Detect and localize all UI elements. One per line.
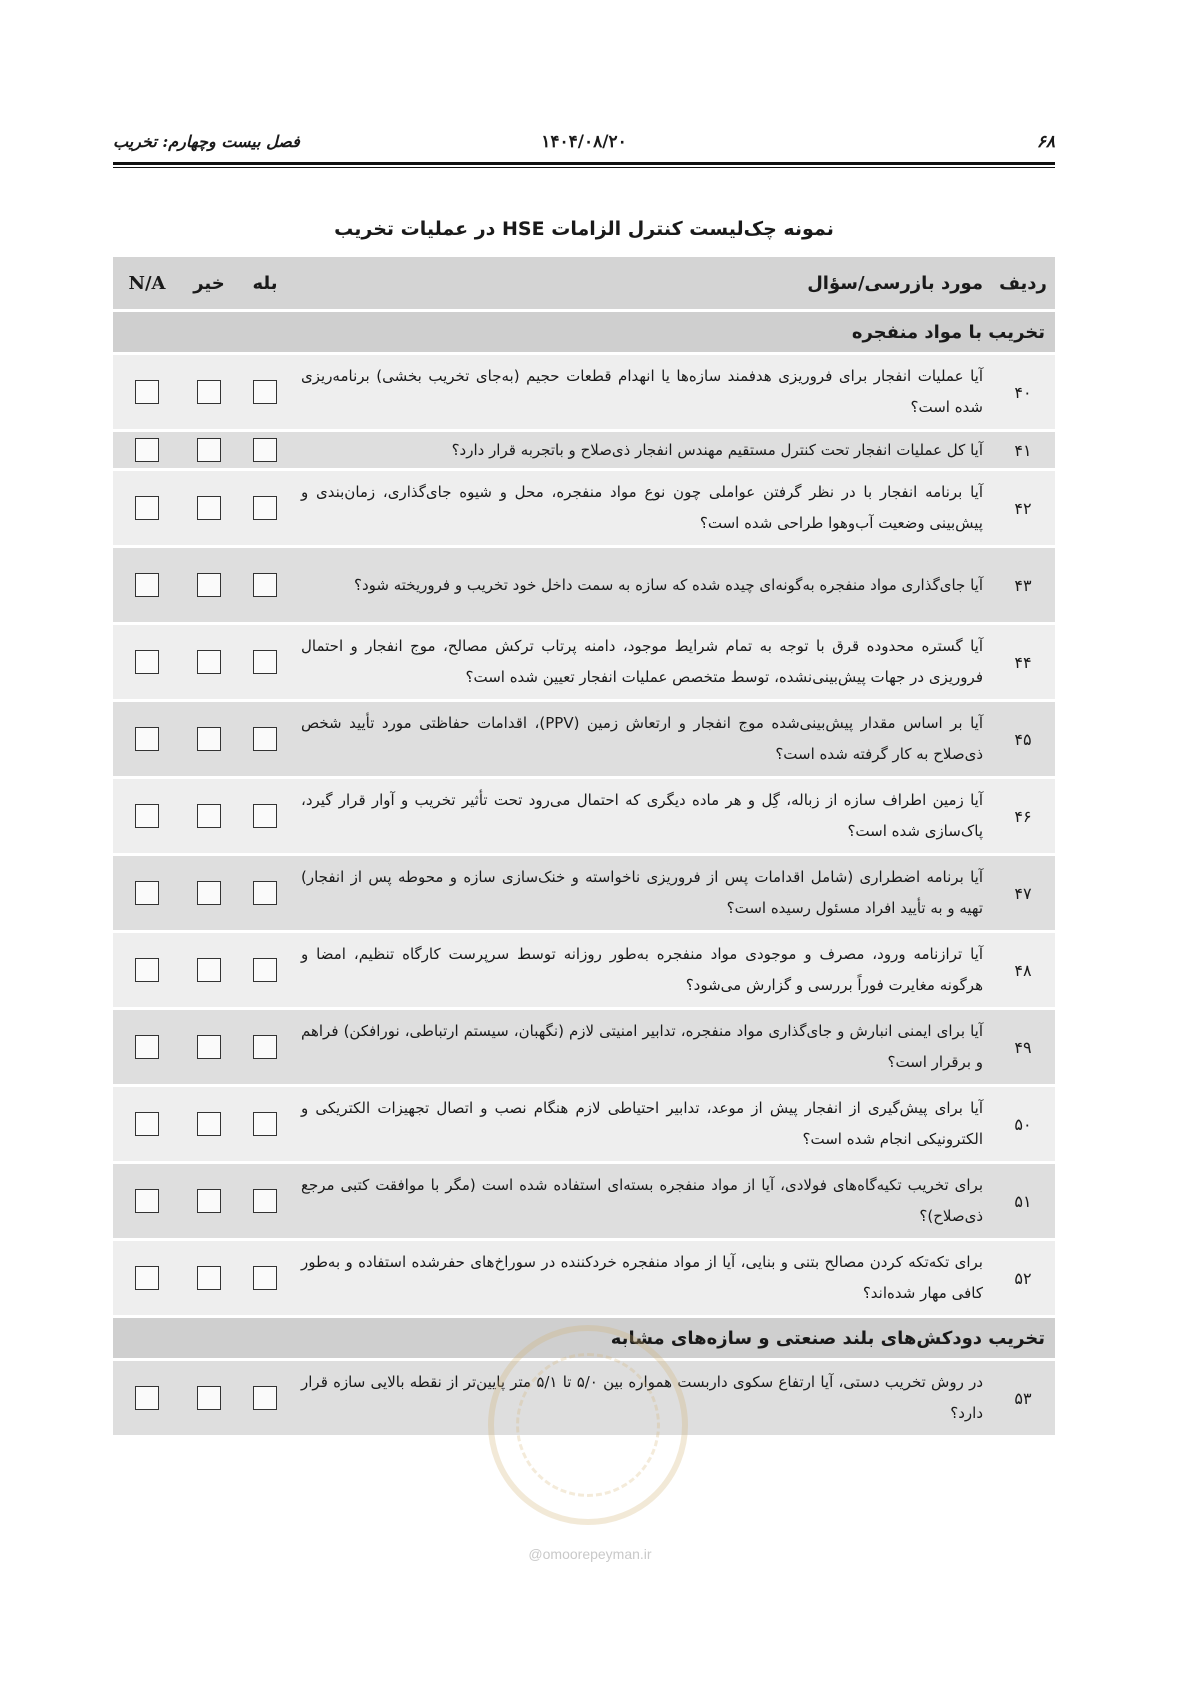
na-cell	[113, 354, 181, 431]
na-checkbox[interactable]	[135, 380, 159, 404]
no-checkbox[interactable]	[197, 380, 221, 404]
no-cell	[181, 470, 237, 547]
yes-cell	[237, 1086, 293, 1163]
col-na-header: N/A	[113, 257, 181, 311]
no-cell	[181, 701, 237, 778]
checklist-row	[113, 1240, 1055, 1317]
yes-cell	[237, 701, 293, 778]
yes-checkbox[interactable]	[253, 1386, 277, 1410]
no-cell	[181, 778, 237, 855]
na-checkbox[interactable]	[135, 804, 159, 828]
row-question: آیا عملیات انفجار برای فروریزی هدفمند سازه‌ها یا انهدام قطعات حجیم (به‌جای تخریب بخشی) برنامه‌ریزی شده است؟	[293, 354, 991, 431]
row-question: آیا ترازنامه ورود، مصرف و موجودی مواد منفجره به‌طور روزانه توسط سرپرست کارگاه تنظیم، امضا و هرگونه مغایرت فوراً بررسی و گزارش می‌شود؟	[293, 932, 991, 1009]
na-checkbox[interactable]	[135, 881, 159, 905]
row-number: ۴۲	[991, 470, 1055, 547]
header-rule-thick	[113, 162, 1055, 165]
yes-checkbox[interactable]	[253, 804, 277, 828]
no-cell	[181, 1163, 237, 1240]
row-number: ۵۳	[991, 1360, 1055, 1437]
yes-cell	[237, 778, 293, 855]
section-row	[113, 311, 1055, 354]
yes-cell	[237, 431, 293, 470]
na-cell	[113, 1240, 181, 1317]
no-cell	[181, 932, 237, 1009]
na-cell	[113, 431, 181, 470]
section-title: تخریب دودکش‌های بلند صنعتی و سازه‌های مشابه	[113, 1317, 1055, 1360]
row-question: آیا برای ایمنی انبارش و جای‌گذاری مواد منفجره، تدابیر امنیتی لازم (نگهبان، سیستم ارتباطی، نورافکن) فراهم و برقرار است؟	[293, 1009, 991, 1086]
no-checkbox[interactable]	[197, 438, 221, 462]
no-cell	[181, 354, 237, 431]
yes-cell	[237, 624, 293, 701]
no-checkbox[interactable]	[197, 958, 221, 982]
na-cell	[113, 1086, 181, 1163]
na-checkbox[interactable]	[135, 650, 159, 674]
na-cell	[113, 1009, 181, 1086]
na-checkbox[interactable]	[135, 958, 159, 982]
no-checkbox[interactable]	[197, 804, 221, 828]
col-no-header: خیر	[181, 257, 237, 311]
yes-checkbox[interactable]	[253, 380, 277, 404]
row-number: ۴۱	[991, 431, 1055, 470]
yes-checkbox[interactable]	[253, 881, 277, 905]
no-cell	[181, 1086, 237, 1163]
yes-cell	[237, 1009, 293, 1086]
checklist-row	[113, 1163, 1055, 1240]
header-date: ۱۴۰۴/۰۸/۲۰	[541, 132, 627, 152]
row-question: آیا زمین اطراف سازه از زباله، گِل و هر ماده دیگری که احتمال می‌رود تحت تأثیر تخریب و آوار قرار گیرد، پاک‌سازی شده است؟	[293, 778, 991, 855]
checklist-row	[113, 701, 1055, 778]
no-checkbox[interactable]	[197, 1035, 221, 1059]
row-number: ۵۰	[991, 1086, 1055, 1163]
row-question: آیا بر اساس مقدار پیش‌بینی‌شده موج انفجار و ارتعاش زمین (PPV)، اقدامات حفاظتی مورد تأیید شخص ذی‌صلاح به کار گرفته شده است؟	[293, 701, 991, 778]
na-checkbox[interactable]	[135, 438, 159, 462]
na-checkbox[interactable]	[135, 496, 159, 520]
checklist-row	[113, 1086, 1055, 1163]
section-title: تخریب با مواد منفجره	[113, 311, 1055, 354]
row-question: در روش تخریب دستی، آیا ارتفاع سکوی داربست همواره بین ۵/۰ تا ۵/۱ متر پایین‌تر از نقطه بالایی سازه قرار دارد؟	[293, 1360, 991, 1437]
no-checkbox[interactable]	[197, 1266, 221, 1290]
checklist-row	[113, 855, 1055, 932]
row-number: ۴۹	[991, 1009, 1055, 1086]
na-cell	[113, 701, 181, 778]
no-cell	[181, 431, 237, 470]
row-question: آیا برای پیش‌گیری از انفجار پیش از موعد، تدابیر احتیاطی لازم هنگام نصب و اتصال تجهیزات الکتریکی و الکترونیکی انجام شده است؟	[293, 1086, 991, 1163]
col-yes-header: بله	[237, 257, 293, 311]
watermark-seal-inner	[516, 1353, 660, 1497]
header-rule-thin	[113, 167, 1055, 168]
na-checkbox[interactable]	[135, 1266, 159, 1290]
na-checkbox[interactable]	[135, 1112, 159, 1136]
row-number: ۵۱	[991, 1163, 1055, 1240]
na-checkbox[interactable]	[135, 727, 159, 751]
checklist-row	[113, 354, 1055, 431]
yes-cell	[237, 1163, 293, 1240]
col-question-header: مورد بازرسی/سؤال	[293, 257, 991, 311]
no-checkbox[interactable]	[197, 1189, 221, 1213]
na-checkbox[interactable]	[135, 1386, 159, 1410]
col-row-header: ردیف	[991, 257, 1055, 311]
no-cell	[181, 1009, 237, 1086]
yes-checkbox[interactable]	[253, 438, 277, 462]
checklist-row	[113, 431, 1055, 470]
na-cell	[113, 624, 181, 701]
no-cell	[181, 1240, 237, 1317]
checklist-row	[113, 932, 1055, 1009]
yes-checkbox[interactable]	[253, 1112, 277, 1136]
yes-cell	[237, 547, 293, 624]
chapter-title: فصل بیست وچهارم: تخریب	[113, 132, 300, 151]
watermark-url: @omoorepeyman.ir	[528, 1546, 652, 1562]
yes-checkbox[interactable]	[253, 650, 277, 674]
yes-cell	[237, 354, 293, 431]
row-number: ۴۳	[991, 547, 1055, 624]
row-number: ۴۰	[991, 354, 1055, 431]
yes-cell	[237, 932, 293, 1009]
checklist-row	[113, 1009, 1055, 1086]
row-question: آیا گستره محدوده قرق با توجه به تمام شرایط موجود، دامنه پرتاب ترکش مصالح، موج انفجار و احتمال فروریزی در جهات پیش‌بینی‌نشده، توسط متخصص عملیات انفجار تعیین شده است؟	[293, 624, 991, 701]
checklist-title: نمونه چک‌لیست کنترل الزامات HSE در عملیات تخریب	[334, 218, 834, 240]
na-cell	[113, 470, 181, 547]
row-number: ۴۴	[991, 624, 1055, 701]
no-cell	[181, 855, 237, 932]
na-cell	[113, 1163, 181, 1240]
na-cell	[113, 1360, 181, 1437]
na-cell	[113, 547, 181, 624]
no-checkbox[interactable]	[197, 496, 221, 520]
yes-checkbox[interactable]	[253, 1189, 277, 1213]
no-checkbox[interactable]	[197, 573, 221, 597]
row-question: آیا برنامه انفجار با در نظر گرفتن عواملی چون نوع مواد منفجره، محل و شیوه جای‌گذاری، زمان‌بندی و پیش‌بینی وضعیت آب‌وهوا طراحی شده است؟	[293, 470, 991, 547]
no-checkbox[interactable]	[197, 727, 221, 751]
yes-checkbox[interactable]	[253, 727, 277, 751]
yes-checkbox[interactable]	[253, 573, 277, 597]
row-question: آیا برنامه اضطراری (شامل اقدامات پس از فروریزی ناخواسته و خنک‌سازی سازه و محوطه پس از انفجار) تهیه و به تأیید افراد مسئول رسیده است؟	[293, 855, 991, 932]
row-number: ۴۷	[991, 855, 1055, 932]
no-checkbox[interactable]	[197, 650, 221, 674]
page-number: ۶۸	[1036, 132, 1055, 152]
table-header-row	[113, 257, 1055, 311]
yes-checkbox[interactable]	[253, 496, 277, 520]
na-cell	[113, 855, 181, 932]
no-cell	[181, 1360, 237, 1437]
checklist-row	[113, 547, 1055, 624]
row-number: ۴۸	[991, 932, 1055, 1009]
na-checkbox[interactable]	[135, 1189, 159, 1213]
yes-cell	[237, 470, 293, 547]
row-question: برای تخریب تکیه‌گاه‌های فولادی، آیا از مواد منفجره بسته‌ای استفاده شده است (مگر با موافقت کتبی مرجع ذی‌صلاح)؟	[293, 1163, 991, 1240]
na-cell	[113, 932, 181, 1009]
no-checkbox[interactable]	[197, 881, 221, 905]
row-number: ۴۶	[991, 778, 1055, 855]
yes-checkbox[interactable]	[253, 958, 277, 982]
row-question: آیا کل عملیات انفجار تحت کنترل مستقیم مهندس انفجار ذی‌صلاح و باتجربه قرار دارد؟	[293, 431, 991, 470]
na-cell	[113, 778, 181, 855]
no-checkbox[interactable]	[197, 1386, 221, 1410]
no-cell	[181, 624, 237, 701]
checklist-row	[113, 470, 1055, 547]
row-number: ۴۵	[991, 701, 1055, 778]
yes-checkbox[interactable]	[253, 1266, 277, 1290]
na-checkbox[interactable]	[135, 1035, 159, 1059]
row-question: برای تکه‌تکه کردن مصالح بتنی و بنایی، آیا از مواد منفجره خردکننده در سوراخ‌های حفرشده استفاده و به‌طور کافی مهار شده‌اند؟	[293, 1240, 991, 1317]
checklist-table	[113, 257, 1055, 1438]
yes-cell	[237, 855, 293, 932]
row-question: آیا جای‌گذاری مواد منفجره به‌گونه‌ای چیده شده که سازه به سمت داخل خود تخریب و فروریخته شود؟	[293, 547, 991, 624]
no-checkbox[interactable]	[197, 1112, 221, 1136]
yes-checkbox[interactable]	[253, 1035, 277, 1059]
checklist-row	[113, 624, 1055, 701]
yes-cell	[237, 1360, 293, 1437]
checklist-row	[113, 778, 1055, 855]
no-cell	[181, 547, 237, 624]
yes-cell	[237, 1240, 293, 1317]
row-number: ۵۲	[991, 1240, 1055, 1317]
na-checkbox[interactable]	[135, 573, 159, 597]
